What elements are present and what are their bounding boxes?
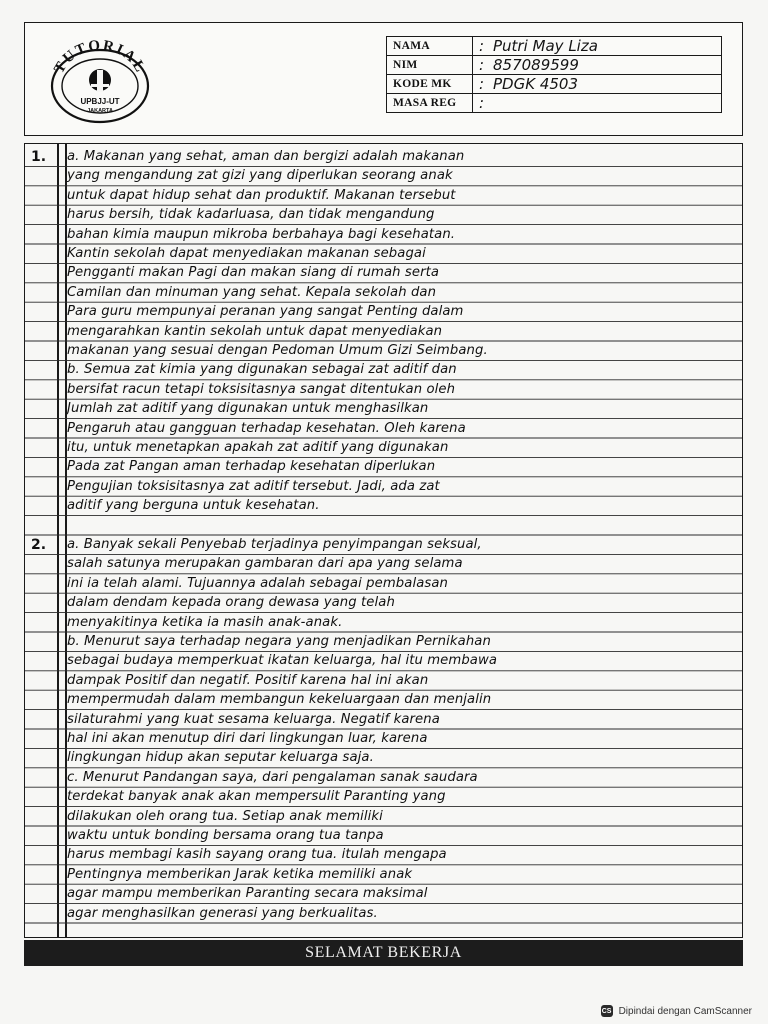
- handwritten-line: mempermudah dalam membangun kekeluargaan dan menjalin: [67, 692, 492, 708]
- handwritten-line: untuk dapat hidup sehat dan produktif. Makanan tersebut: [67, 187, 456, 203]
- handwritten-line: Jumlah zat aditif yang digunakan untuk menghasilkan: [67, 401, 429, 417]
- handwritten-line: menyakitinya ketika ia masih anak-anak.: [67, 614, 343, 630]
- logo-top-text: TUTORIAL: [51, 40, 149, 77]
- handwritten-line: Pentingnya memberikan Jarak ketika memiliki anak: [67, 866, 413, 882]
- handwritten-line: Pengganti makan Pagi dan makan siang di rumah serta: [67, 265, 440, 281]
- handwritten-line: Camilan dan minuman yang sehat. Kepala sekolah dan: [67, 284, 437, 300]
- info-row-nim: NIM : 857089599: [387, 56, 722, 75]
- handwritten-line: terdekat banyak anak akan mempersulit Paranting yang: [67, 789, 446, 805]
- handwritten-line: yang mengandung zat gizi yang diperlukan seorang anak: [67, 168, 453, 184]
- info-label: MASA REG: [387, 94, 473, 113]
- info-row-masa-reg: MASA REG :: [387, 94, 722, 113]
- handwritten-line: a. Banyak sekali Penyebab terjadinya penyimpangan seksual,: [67, 537, 482, 552]
- question-number: 2.: [31, 537, 47, 553]
- info-value-nama: Putri May Liza: [493, 37, 598, 55]
- handwritten-line: harus bersih, tidak kadarluasa, dan tidak mengandung: [67, 207, 435, 223]
- scanner-watermark: [601, 1005, 752, 1017]
- handwritten-line: ini ia telah alami. Tujuannya adalah sebagai pembalasan: [67, 575, 449, 591]
- handwritten-line: hal ini akan menutup diri dari lingkungan luar, karena: [67, 731, 428, 746]
- handwritten-line: waktu untuk bonding bersama orang tua tanpa: [67, 828, 384, 843]
- info-row-nama: NAMA : Putri May Liza: [387, 37, 722, 56]
- camscanner-icon: CS: [601, 1005, 613, 1017]
- handwritten-line: Pada zat Pangan aman terhadap kesehatan diperlukan: [67, 459, 436, 475]
- handwritten-line: makanan yang sesuai dengan Pedoman Umum Gizi Seimbang.: [67, 343, 488, 358]
- footer-text: SELAMAT BEKERJA: [305, 944, 462, 961]
- student-info-table: [386, 36, 722, 113]
- info-label: NIM: [387, 56, 473, 75]
- blank-line: [67, 517, 735, 535]
- info-label: KODE MK: [387, 75, 473, 94]
- question-number: 1.: [31, 149, 47, 165]
- handwritten-line: agar mampu memberikan Paranting secara maksimal: [67, 886, 428, 902]
- handwritten-line: Pengujian toksisitasnya zat aditif tersebut. Jadi, ada zat: [67, 478, 440, 494]
- handwritten-line: lingkungan hidup akan seputar keluarga saja.: [67, 750, 374, 766]
- logo-sub-text: JAKARTA: [87, 108, 113, 114]
- handwritten-line: agar menghasilkan generasi yang berkualitas.: [67, 905, 378, 921]
- footer-band: [24, 940, 743, 966]
- handwritten-line: harus membagi kasih sayang orang tua. itulah mengapa: [67, 847, 447, 863]
- handwritten-line: silaturahmi yang kuat sesama keluarga. Negatif karena: [67, 711, 440, 727]
- handwritten-line: sebagai budaya memperkuat ikatan keluarga, hal itu membawa: [67, 653, 498, 669]
- handwritten-line: c. Menurut Pandangan saya, dari pengalaman sanak saudara: [67, 769, 478, 785]
- scanner-label: Dipindai dengan CamScanner: [618, 1005, 752, 1017]
- handwritten-line: a. Makanan yang sehat, aman dan bergizi adalah makanan: [67, 149, 465, 164]
- handwritten-line: bersifat racun tetapi toksisitasnya sangat ditentukan oleh: [67, 381, 456, 397]
- answer-area: [24, 143, 743, 938]
- info-value-nim: 857089599: [493, 56, 579, 74]
- handwritten-line: Para guru mempunyai peranan yang sangat Penting dalam: [67, 304, 464, 320]
- handwritten-line: aditif yang berguna untuk kesehatan.: [67, 498, 320, 514]
- handwritten-line: dilakukan oleh orang tua. Setiap anak memiliki: [67, 808, 383, 824]
- info-row-kode-mk: KODE MK : PDGK 4503: [387, 75, 722, 94]
- info-label: NAMA: [387, 37, 473, 56]
- handwritten-line: dalam dendam kepada orang dewasa yang telah: [67, 595, 395, 611]
- handwritten-line: b. Semua zat kimia yang digunakan sebagai zat aditif dan: [67, 362, 457, 378]
- tutorial-logo: [46, 40, 154, 124]
- handwritten-line: Pengaruh atau gangguan terhadap kesehatan. Oleh karena: [67, 420, 466, 436]
- handwritten-line: dampak Positif dan negatif. Positif karena hal ini akan: [67, 672, 429, 688]
- margin-line: [57, 144, 59, 937]
- logo-bottom-text: UPBJJ-UT: [80, 97, 120, 106]
- handwritten-line: b. Menurut saya terhadap negara yang menjadikan Pernikahan: [67, 634, 491, 649]
- handwritten-line: mengarahkan kantin sekolah untuk dapat menyediakan: [67, 323, 443, 339]
- info-value-kode-mk: PDGK 4503: [493, 75, 578, 93]
- handwritten-line: salah satunya merupakan gambaran dari apa yang selama: [67, 556, 463, 572]
- handwritten-line: Kantin sekolah dapat menyediakan makanan sebagai: [67, 246, 426, 261]
- handwritten-line: itu, untuk menetapkan apakah zat aditif yang digunakan: [67, 440, 449, 455]
- handwritten-line: bahan kimia maupun mikroba berbahaya bagi kesehatan.: [67, 226, 456, 242]
